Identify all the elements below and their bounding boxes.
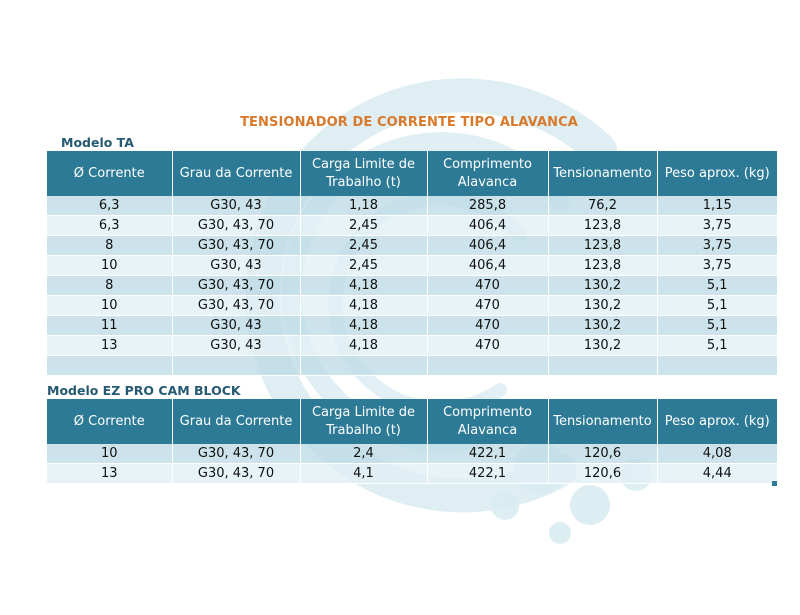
cell-empty	[300, 356, 427, 376]
corner-mark	[772, 481, 777, 486]
cell-carga: 4,18	[300, 296, 427, 316]
cell-carga: 2,45	[300, 256, 427, 276]
cell-carga: 4,18	[300, 316, 427, 336]
cell-peso: 5,1	[657, 316, 777, 336]
table-row	[47, 444, 777, 464]
cell-diametro: 11	[47, 316, 172, 336]
cell-diametro: 10	[47, 444, 172, 464]
cell-empty	[172, 356, 300, 376]
table-row	[47, 336, 777, 356]
header-grau-corrente: Grau da Corrente	[172, 399, 300, 444]
cell-tensionamento: 123,8	[548, 256, 657, 276]
table-header-row	[47, 399, 777, 444]
cell-grau: G30, 43, 70	[172, 276, 300, 296]
cell-grau: G30, 43, 70	[172, 444, 300, 464]
cell-diametro: 6,3	[47, 196, 172, 216]
cell-diametro: 10	[47, 296, 172, 316]
cell-carga: 4,1	[300, 464, 427, 484]
cell-grau: G30, 43, 70	[172, 216, 300, 236]
cell-tensionamento: 130,2	[548, 296, 657, 316]
table-row	[47, 464, 777, 484]
header-peso: Peso aprox. (kg)	[657, 399, 777, 444]
header-comprimento-alavanca: Comprimento Alavanca	[427, 151, 548, 196]
cell-carga: 4,18	[300, 276, 427, 296]
cell-peso: 3,75	[657, 236, 777, 256]
cell-tensionamento: 123,8	[548, 236, 657, 256]
cell-grau: G30, 43	[172, 256, 300, 276]
cell-peso: 5,1	[657, 276, 777, 296]
cell-diametro: 13	[47, 464, 172, 484]
header-tensionamento: Tensionamento	[548, 151, 657, 196]
table-row	[47, 236, 777, 256]
header-carga-limite: Carga Limite de Trabalho (t)	[300, 399, 427, 444]
cell-tensionamento: 123,8	[548, 216, 657, 236]
cell-comprimento: 406,4	[427, 216, 548, 236]
table-row	[47, 196, 777, 216]
cell-empty	[548, 356, 657, 376]
cell-grau: G30, 43	[172, 196, 300, 216]
spec-table-modelo-ez-pro	[47, 399, 777, 484]
table-header-row	[47, 151, 777, 196]
cell-comprimento: 470	[427, 336, 548, 356]
table-row	[47, 216, 777, 236]
table-row	[47, 296, 777, 316]
table-row	[47, 256, 777, 276]
cell-grau: G30, 43	[172, 336, 300, 356]
cell-comprimento: 422,1	[427, 464, 548, 484]
cell-carga: 2,4	[300, 444, 427, 464]
cell-tensionamento: 120,6	[548, 464, 657, 484]
cell-comprimento: 470	[427, 276, 548, 296]
cell-grau: G30, 43, 70	[172, 236, 300, 256]
cell-diametro: 6,3	[47, 216, 172, 236]
header-grau-corrente: Grau da Corrente	[172, 151, 300, 196]
cell-empty	[657, 356, 777, 376]
cell-diametro: 8	[47, 276, 172, 296]
header-tensionamento: Tensionamento	[548, 399, 657, 444]
cell-peso: 3,75	[657, 256, 777, 276]
cell-grau: G30, 43, 70	[172, 464, 300, 484]
section-title-modelo-ta: Modelo TA	[61, 135, 134, 150]
cell-empty	[427, 356, 548, 376]
header-comprimento-alavanca: Comprimento Alavanca	[427, 399, 548, 444]
cell-peso: 5,1	[657, 296, 777, 316]
cell-diametro: 10	[47, 256, 172, 276]
cell-tensionamento: 130,2	[548, 336, 657, 356]
cell-peso: 4,44	[657, 464, 777, 484]
cell-carga: 2,45	[300, 216, 427, 236]
header-peso: Peso aprox. (kg)	[657, 151, 777, 196]
cell-comprimento: 422,1	[427, 444, 548, 464]
table-row	[47, 276, 777, 296]
cell-comprimento: 470	[427, 316, 548, 336]
header-diametro-corrente: Ø Corrente	[47, 151, 172, 196]
cell-peso: 1,15	[657, 196, 777, 216]
cell-carga: 4,18	[300, 336, 427, 356]
cell-peso: 5,1	[657, 336, 777, 356]
table-row-empty	[47, 356, 777, 376]
cell-comprimento: 406,4	[427, 256, 548, 276]
cell-peso: 3,75	[657, 216, 777, 236]
section-title-modelo-ez-pro: Modelo EZ PRO CAM BLOCK	[47, 383, 241, 398]
cell-tensionamento: 130,2	[548, 276, 657, 296]
cell-diametro: 8	[47, 236, 172, 256]
cell-grau: G30, 43	[172, 316, 300, 336]
document-title: TENSIONADOR DE CORRENTE TIPO ALAVANCA	[240, 115, 578, 130]
cell-diametro: 13	[47, 336, 172, 356]
cell-comprimento: 285,8	[427, 196, 548, 216]
cell-carga: 2,45	[300, 236, 427, 256]
cell-empty	[47, 356, 172, 376]
cell-carga: 1,18	[300, 196, 427, 216]
cell-tensionamento: 76,2	[548, 196, 657, 216]
cell-comprimento: 470	[427, 296, 548, 316]
cell-peso: 4,08	[657, 444, 777, 464]
spec-table-modelo-ta	[47, 151, 777, 376]
header-carga-limite: Carga Limite de Trabalho (t)	[300, 151, 427, 196]
cell-grau: G30, 43, 70	[172, 296, 300, 316]
cell-comprimento: 406,4	[427, 236, 548, 256]
header-diametro-corrente: Ø Corrente	[47, 399, 172, 444]
cell-tensionamento: 130,2	[548, 316, 657, 336]
cell-tensionamento: 120,6	[548, 444, 657, 464]
table-row	[47, 316, 777, 336]
